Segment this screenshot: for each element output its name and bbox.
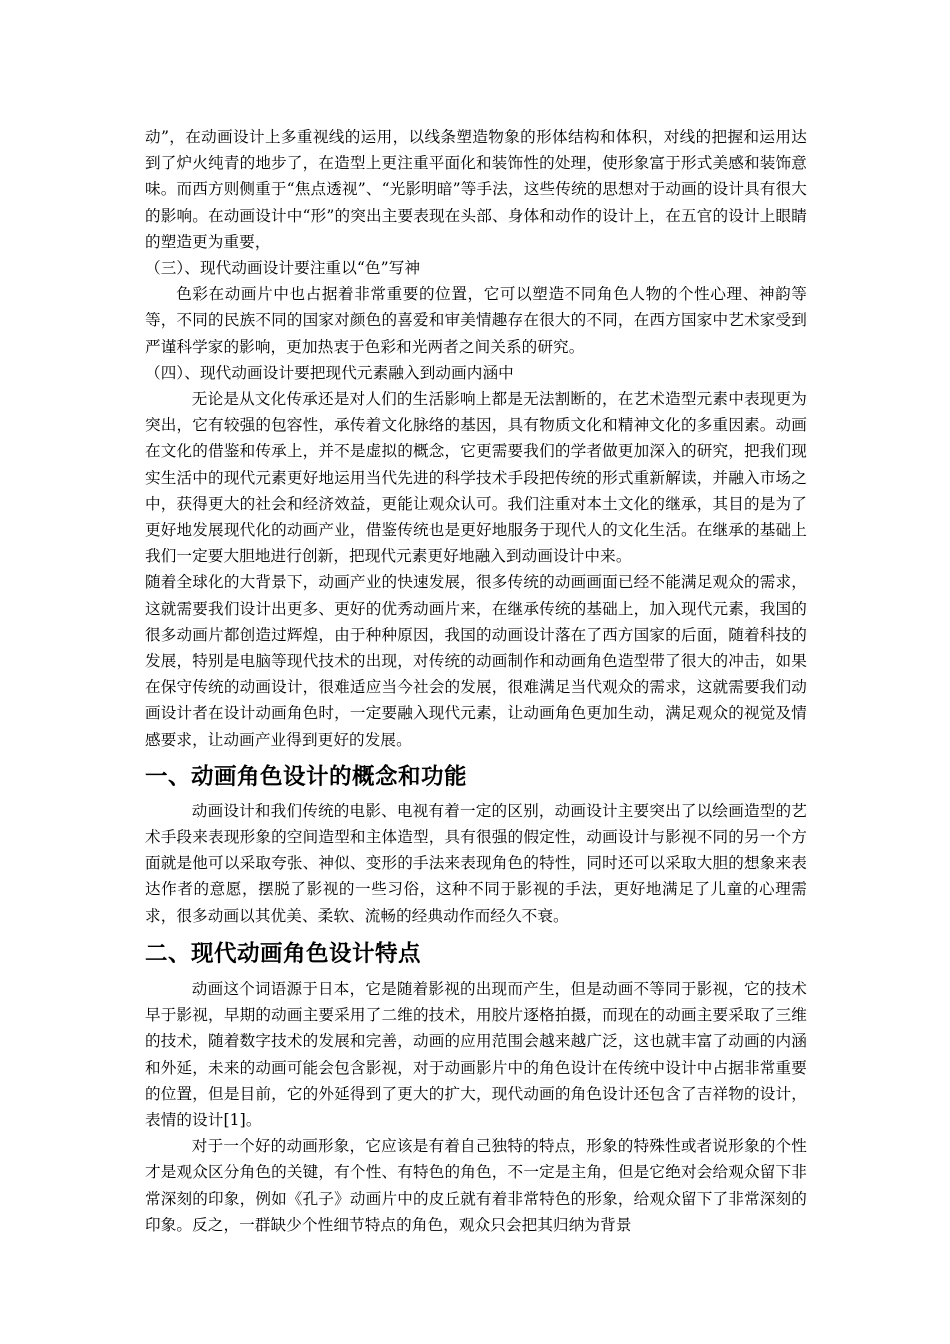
body-paragraph: 动画这个词语源于日本，它是随着影视的出现而产生，但是动画不等同于影视，它的技术早于影视，早期的动画主要采用了二维的技术，用胶片逐格拍摄，而现在的动画主要采取了三维的技术，随着数字技术的发展和完善，动画的应用范围会越来越广泛，这也就丰富了动画的内涵和外延，未来的动画可能会包含影视，对于动画影片中的角色设计在传统中设计中占据非常重要的位置，但是目前，它的外延得到了更大的扩大，现代动画的角色设计还包含了吉祥物的设计，表情的设计[1]。 — [145, 979, 807, 1129]
subheading-3: （三）、现代动画设计要注重以“色”写神 — [145, 259, 421, 278]
body-paragraph: 对于一个好的动画形象，它应该是有着自己独特的特点，形象的特殊性或者说形象的个性才是观众区分角色的关键，有个性、有特色的角色，不一定是主角，但是它绝对会给观众留下非常深刻的印象，例如《孔子》动画片中的皮丘就有着非常特色的形象，给观众留下了非常深刻的印象。反之，一群缺少个性细节特点的角色，观众只会把其归纳为背景 — [145, 1137, 807, 1234]
body-paragraph: 动画设计和我们传统的电影、电视有着一定的区别，动画设计主要突出了以绘画造型的艺术手段来表现形象的空间造型和主体造型，具有很强的假定性，动画设计与影视不同的另一个方面就是他可以采取夸张、神似、变形的手法来表现角色的特性，同时还可以采取大胆的想象来表达作者的意愿，摆脱了影视的一些习俗，这种不同于影视的手法，更好地满足了儿童的心理需求，很多动画以其优美、柔软、流畅的经典动作而经久不衰。 — [145, 801, 807, 925]
body-paragraph: 随着全球化的大背景下，动画产业的快速发展，很多传统的动画画面已经不能满足观众的需求，这就需要我们设计出更多、更好的优秀动画片来，在继承传统的基础上，加入现代元素，我国的很多动画片都创造过辉煌，由于种种原因，我国的动画设计落在了西方国家的后面，随着科技的发展，特别是电脑等现代技术的出现，对传统的动画制作和动画角色造型带了很大的冲击，如果在保守传统的动画设计，很难适应当今社会的发展，很难满足当代观众的需求，这就需要我们动画设计者在设计动画角色时，一定要融入现代元素，让动画角色更加生动，满足观众的视觉及情感要求，让动画产业得到更好的发展。 — [145, 573, 807, 749]
body-paragraph: 色彩在动画片中也占据着非常重要的位置，它可以塑造不同角色人物的个性心理、神韵等等，不同的民族不同的国家对颜色的喜爱和审美情趣存在很大的不同，在西方国家中艺术家受到严谨科学家的影响，更加热衷于色彩和光两者之间关系的研究。 — [145, 285, 807, 356]
subheading-4: （四）、现代动画设计要把现代元素融入到动画内涵中 — [145, 363, 514, 382]
section-heading: 一、动画角色设计的概念和功能 — [145, 763, 468, 790]
body-paragraph: 无论是从文化传承还是对人们的生活影响上都是无法割断的，在艺术造型元素中表现更为突出，它有较强的包容性，承传着文化脉络的基因，具有物质文化和精神文化的多重因素。动画在文化的借鉴和传承上，并不是虚拟的概念，它更需要我们的学者做更加深入的研究，把我们现实生活中的现代元素更好地运用当代先进的科学技术手段把传统的形式重新解读，并融入市场之中，获得更大的社会和经济效益，更能让观众认可。我们注重对本土文化的继承，其目的是为了更好地发展现代化的动画产业，借鉴传统也是更好地服务于现代人的文化生活。在继承的基础上我们一定要大胆地进行创新，把现代元素更好地融入到动画设计中来。 — [145, 390, 807, 566]
body-paragraph: 动”，在动画设计上多重视线的运用，以线条塑造物象的形体结构和体积，对线的把握和运用达到了炉火纯青的地步了，在造型上更注重平面化和装饰性的处理，使形象富于形式美感和装饰意味。而西方则侧重于“焦点透视”、“光影明暗”等手法，这些传统的思想对于动画的设计具有很大的影响。在动画设计中“形”的突出主要表现在头部、身体和动作的设计上，在五官的设计上眼睛的塑造更为重要， — [145, 128, 807, 251]
document-body — [145, 124, 807, 1238]
section-heading: 二、现代动画角色设计特点 — [145, 940, 422, 967]
